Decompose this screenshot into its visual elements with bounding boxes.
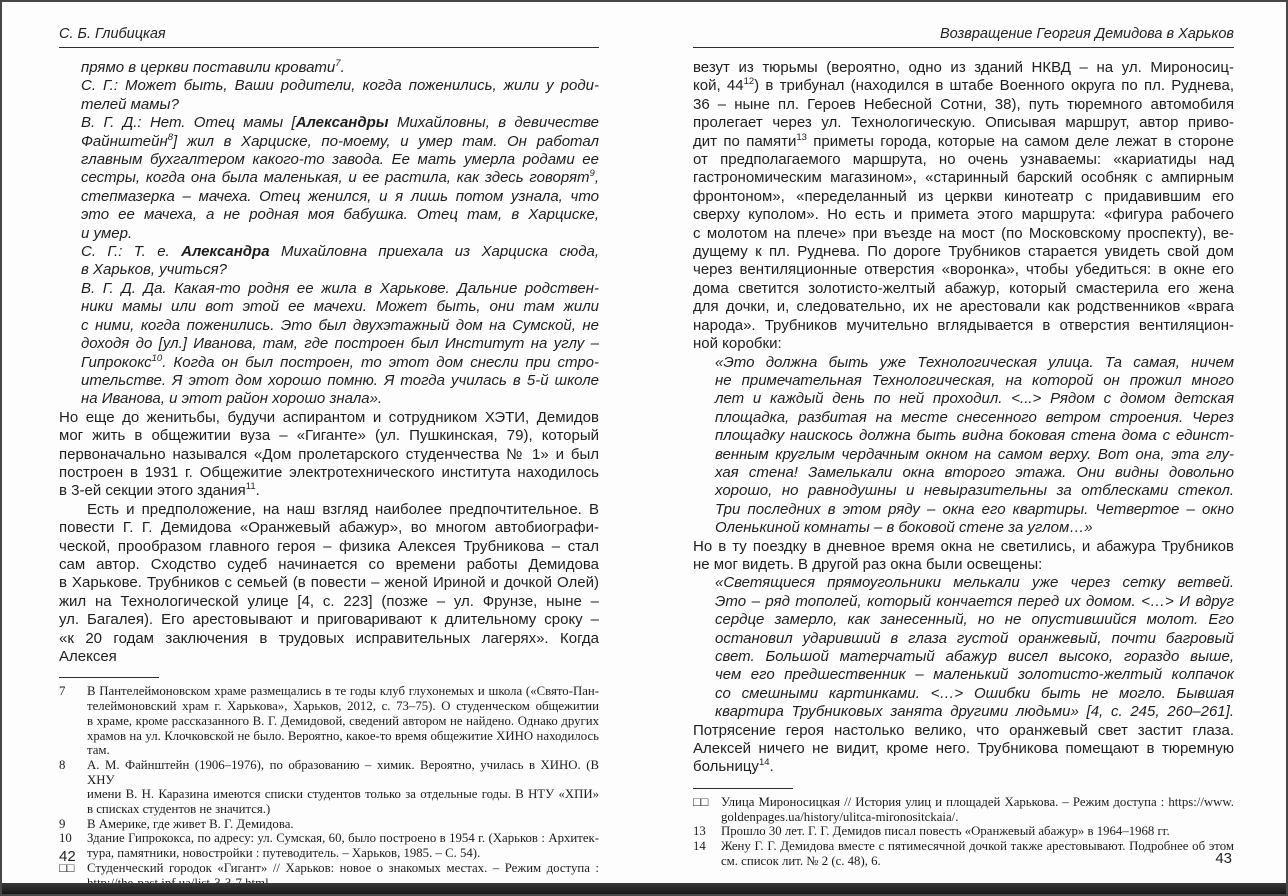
footnote-marker: □□ xyxy=(693,794,709,809)
text-line: первоначально назывался «Дом пролетарского студенчества № 1» и был xyxy=(59,445,599,463)
text-line: дущему к пл. Руднева. По дороге Трубников старается увидеть свой дом xyxy=(693,243,1234,261)
footnote-text xyxy=(721,795,1234,824)
text-line: не примечательная Технологическая, на которой он прожил много xyxy=(715,371,1234,389)
text-line: больницу$^{14}$. xyxy=(693,757,774,776)
footnote-line: В Америке, где живет В. Г. Демидова. xyxy=(87,816,294,831)
running-header-text: С. Б. Глибицкая xyxy=(59,26,166,42)
footnote xyxy=(59,758,599,817)
text-line: жил на Технологической улице [4, с. 223] (позже – ул. Фрунзе, ныне – xyxy=(59,592,599,610)
text-line: Файнштейн$^8$] жил в Харциске, по-моему, и умер там. Он работал xyxy=(81,131,599,150)
footnote-line: Здание Гипрококса, по адресу: ул. Сумская, 60, было построено в 1954 г. (Харьков : Архитек- xyxy=(87,831,599,846)
footnote-line: см. список лит. № 2 (с. 48), 6. xyxy=(721,853,881,868)
footnote-line: goldenpages.ua/history/ulitca-mironositckaia/. xyxy=(721,809,959,824)
text-line: кой, $44^{12}$) в трибунал (находился в штабе Военного округа по пл. Руднева, xyxy=(693,76,1234,95)
footnote-line: Жену Г. Г. Демидова вместе с пятимесячной дочкой также арестовывают. Подробнее об этом xyxy=(721,838,1234,853)
text-line: «к 20 годам заключения в трудовых исправительных лагерях». Когда Алексея xyxy=(59,629,599,665)
paragraph xyxy=(693,59,1234,354)
text-line: пролегает через ул. Технологическую. Описывая маршрут, автор приво- xyxy=(693,114,1234,132)
footnote-separator xyxy=(59,677,159,678)
footnote-text xyxy=(87,831,599,860)
text-line: «Светящиеся прямоугольники мелькали уже через сетку ветвей. xyxy=(715,574,1234,592)
quote-paragraph xyxy=(693,354,1234,538)
footnote-line: там. xyxy=(87,743,110,758)
running-header-left xyxy=(59,26,599,48)
quote-paragraph xyxy=(693,574,1234,721)
footnote xyxy=(693,824,1234,839)
text-line: на Иванова, и этот район хорошо знала». xyxy=(81,390,383,408)
footnote-separator xyxy=(693,788,793,789)
text-line: 36 – ныне пл. Героев Небесной Сотни, 38), путь тюремного автомобиля xyxy=(693,95,1234,113)
text-line: и умер. xyxy=(81,224,133,242)
text-line: В. Г. Д. Да. Какая-то родня ее жила в Харькове. Дальние родствен- xyxy=(81,279,599,297)
footnote-line: имени В. Н. Каразина имеются списки студентов только за отдельные годы. В НТУ «ХПИ» xyxy=(87,787,599,802)
text-line: лет и каждый день по ней проходил. <...> Рядом с домом детская xyxy=(715,390,1234,408)
text-line: со смешными картинками. <…> Ошибки быть не могло. Бывшая xyxy=(715,684,1234,702)
footnote-marker: 13 xyxy=(693,824,706,839)
text-line: ники мамы или вот этой ее мачехи. Может быть, они там жили xyxy=(81,298,599,316)
paragraph xyxy=(59,409,599,501)
footnote-line: В Пантелеймоновском храме размещались в те годы клуб глухонемых и школа («Свято-Пан- xyxy=(87,684,599,699)
footnote-marker: □□ xyxy=(59,860,75,875)
footnote-line: А. М. Файнштейн (1906–1976), по образованию – химик. Вероятно, училась в ХИНО. (В ХНУ xyxy=(87,757,599,787)
text-line: дома светится золотисто-желтый абажур, который смастерила его жена xyxy=(693,279,1234,297)
text-line: В. Г. Д.: Нет. Отец мамы [Александры Михайловны, в девичестве xyxy=(81,114,599,132)
page-right xyxy=(693,26,1234,868)
text-line: Оленькиной комнаты – в боковой стене за углом…» xyxy=(715,519,1093,537)
text-line: степмазерка – мачеха. Отец женился, и я лишь потом узнала, что xyxy=(81,187,599,205)
quote-paragraph xyxy=(59,77,599,114)
text-line: ной коробки: xyxy=(693,335,782,353)
footnote xyxy=(693,839,1234,868)
text-line: в 3-ей секции этого здания$^{11}$. xyxy=(59,481,260,500)
footnote-line: в списках студентов не значится.) xyxy=(87,802,271,817)
page-left xyxy=(59,26,599,890)
page-body xyxy=(693,59,1234,777)
text-line: в Харьков, учиться? xyxy=(81,261,228,279)
text-line: построен в 1931 г. Общежитие электротехнического института находилось xyxy=(59,463,599,481)
text-line: свет. Большой матерчатый абажур висел высоко, гораздо выше, xyxy=(715,648,1234,665)
text-line: доходя до [ул.] Иванова, там, где построен был Институт на углу – xyxy=(81,335,599,353)
text-line: дит по памяти$^{13}$ приметы города, которые на самом деле лежат в стороне xyxy=(693,131,1234,150)
text-line: сверху куполом». Но есть и примета этого маршрута: «фигура рабочего xyxy=(693,206,1234,224)
text-line: Это – ряд тополей, который кончается перед их домом. <…> И вдруг xyxy=(715,592,1234,610)
text-line: телей мамы? xyxy=(81,95,179,113)
footnote-list xyxy=(59,684,599,890)
text-line: венным круглым чердачным окном на самом верху. Вот она, эта глу- xyxy=(715,445,1234,463)
page-body xyxy=(59,59,599,666)
footnote-text xyxy=(87,758,599,817)
footnote-line: храмов на ул. Клочковской не было. Вероятно, какое-то время общежитие ХИНО находилось xyxy=(87,728,599,743)
text-line: мог жить в общежитии вуза – «Гиганте» (ул. Пушкинская, 79), который xyxy=(59,427,599,445)
text-line: Но в ту поездку в дневное время окна не светились, и абажура Трубников xyxy=(693,537,1234,555)
text-line: повести Г. Г. Демидова «Оранжевый абажур», во многом автобиографи- xyxy=(59,519,599,537)
text-line: Гипрококс$^{10}$. Когда он был построен, то этот дом снесли при стро- xyxy=(81,352,599,371)
footnote-line: Прошло 30 лет. Г. Г. Демидов писал повесть «Оранжевый абажур» в 1964–1968 гг. xyxy=(721,824,1170,839)
paragraph xyxy=(693,722,1234,777)
text-line: сердце замерло, как занесенный, но не опустившийся молот. Его xyxy=(715,611,1234,629)
footnote-line: Улица Мироносицкая // История улиц и площадей Харькова. – Режим доступа : https://www. xyxy=(721,794,1234,809)
text-line: в Харькове. Трубников с семьей (в повести – женой Ириной и дочкой Олей) xyxy=(59,574,599,592)
text-line: Алексей ничего не видит, кроме него. Трубникова помещают в тюремную xyxy=(693,740,1234,758)
quote-paragraph xyxy=(59,243,599,280)
quote-paragraph xyxy=(59,280,599,409)
footnotes-section xyxy=(693,788,1234,869)
paragraph xyxy=(59,501,599,667)
footnote-marker: 10 xyxy=(59,831,72,846)
text-line: хорошо, но равнодушны и невыразительны за отблесками стекол. xyxy=(715,482,1234,500)
text-line: сам автор. Сходство судеб начинается со времени работы Демидова xyxy=(59,555,599,573)
footnote-text xyxy=(721,839,1234,868)
quote-paragraph xyxy=(59,114,599,243)
text-line: «Это должна быть уже Технологическая улица. Та самая, ничем xyxy=(715,353,1234,371)
text-line: фронтоном», «переделанный из церкви кинотеатр с придавившим его xyxy=(693,187,1234,205)
text-line: с ними, когда поженились. Это был двухэтажный дом на Сумской, не xyxy=(81,316,599,334)
text-line: Есть и предположение, на наш взгляд наиболее предпочтительное. В xyxy=(87,500,599,518)
text-line: остановил ударивший в глаза густой оранжевый, почти багровый xyxy=(715,629,1234,647)
text-line: Три последних в этом ряду – окна его квартиры. Четвертое – окно xyxy=(715,500,1234,518)
page-number-right: 43 xyxy=(1215,850,1232,867)
footnote xyxy=(59,684,599,758)
text-line: Потрясение героя настолько велико, что оранжевый свет застит глаза. xyxy=(693,721,1234,739)
text-line: ческой, прообразом главного героя – физика Алексея Трубникова – стал xyxy=(59,537,599,555)
text-line: квартира Трубниковых занята другими людьми» [4, с. 245, 260–261]. xyxy=(715,703,1234,721)
text-line: прямо в церкви поставили кровати$^7$. xyxy=(81,58,345,76)
text-line: народа». Трубников мучительно вглядывается в отверстия вентиляцион- xyxy=(693,316,1234,334)
text-line: это ее мачеха, а не родная моя бабушка. Отец там, в Харциске, xyxy=(81,206,599,224)
text-line: гастрономическим магазином», «старинный барский особняк с ампирным xyxy=(693,169,1234,187)
text-line: хая стена! Замелькали окна второго этажа. Они видны довольно xyxy=(715,463,1234,481)
footnotes-section xyxy=(59,677,599,890)
quote-paragraph xyxy=(59,59,599,77)
text-line: площадка, разбитая на месте снесенного ветром строения. Через xyxy=(715,408,1234,426)
footnote-list xyxy=(693,795,1234,869)
footnote-text xyxy=(87,684,599,758)
text-line: ул. Багалея). Его арестовывают и приговаривают к длительному сроку – xyxy=(59,611,599,629)
text-line: везут из тюрьмы (вероятно, одно из зданий НКВД – на ул. Мироносиц- xyxy=(693,59,1234,76)
footnote-marker: 14 xyxy=(693,838,706,853)
text-line: ительстве. Я этот дом хорошо помню. Я тогда училась в 5-й школе xyxy=(81,371,599,389)
running-header-text: Возвращение Георгия Демидова в Харьков xyxy=(939,26,1234,42)
text-line: С. Г.: Может быть, Ваши родители, когда поженились, жили у роди- xyxy=(81,77,599,95)
book-bottom-edge xyxy=(2,883,1286,894)
running-header-right xyxy=(693,26,1234,48)
page-number-left: 42 xyxy=(59,848,76,865)
footnote-line: тура, памятники, новостройки : путеводитель. – Харьков, 1985. – С. 54). xyxy=(87,846,481,861)
footnote-marker: 9 xyxy=(59,816,66,831)
text-line: Но еще до женитьбы, будучи аспирантом и сотрудником ХЭТИ, Демидов xyxy=(59,408,599,426)
text-line: сестры, когда она была маленькая, и ее растила, как здесь говорят$^9$, xyxy=(81,168,599,187)
footnote-line: телеймоновский храм г. Харькова», Харьков, 2012, с. 73–75). О студенческом общежитии xyxy=(87,699,599,714)
footnote-line: в храме, кроме рассказанного В. Г. Демидовой, сведений автором не найдено. Однако других xyxy=(87,713,599,728)
footnote xyxy=(693,795,1234,824)
text-line: главным бухгалтером какого-то завода. Ее мать умерла родами ее xyxy=(81,151,599,169)
footnote-text xyxy=(87,817,599,832)
text-line: чем его предшественник – маленький золотисто-желтый колпачок xyxy=(715,666,1234,684)
footnote-marker: 7 xyxy=(59,684,66,699)
footnote-marker: 8 xyxy=(59,757,66,772)
footnote-line: Студенческий городок «Гигант» // Харьков: новое о знакомых местах. – Режим доступа : xyxy=(87,860,599,875)
text-line: площадку наискось должна быть видна боковая стена дома с единст- xyxy=(715,427,1234,445)
footnote-text xyxy=(721,824,1234,839)
text-line: от предполагаемого маршрута, но очень узнаваемы: «кариатиды над xyxy=(693,151,1234,169)
text-line: через вентиляционные отверстия «воронка», чтобы убедиться: в окне его xyxy=(693,261,1234,279)
footnote xyxy=(59,817,599,832)
text-line: для дочки, и, следовательно, их не арестовали как родственников «врага xyxy=(693,298,1234,316)
paragraph xyxy=(693,538,1234,575)
text-line: с молотом на плече» при въезде на мост (по Московскому проспекту), ве- xyxy=(693,224,1234,242)
footnote xyxy=(59,831,599,860)
text-line: С. Г.: Т. е. Александра Михайловна приехала из Харциска сюда, xyxy=(81,243,599,261)
text-line: не мог видеть. В другой раз окна были освещены: xyxy=(693,555,1043,573)
